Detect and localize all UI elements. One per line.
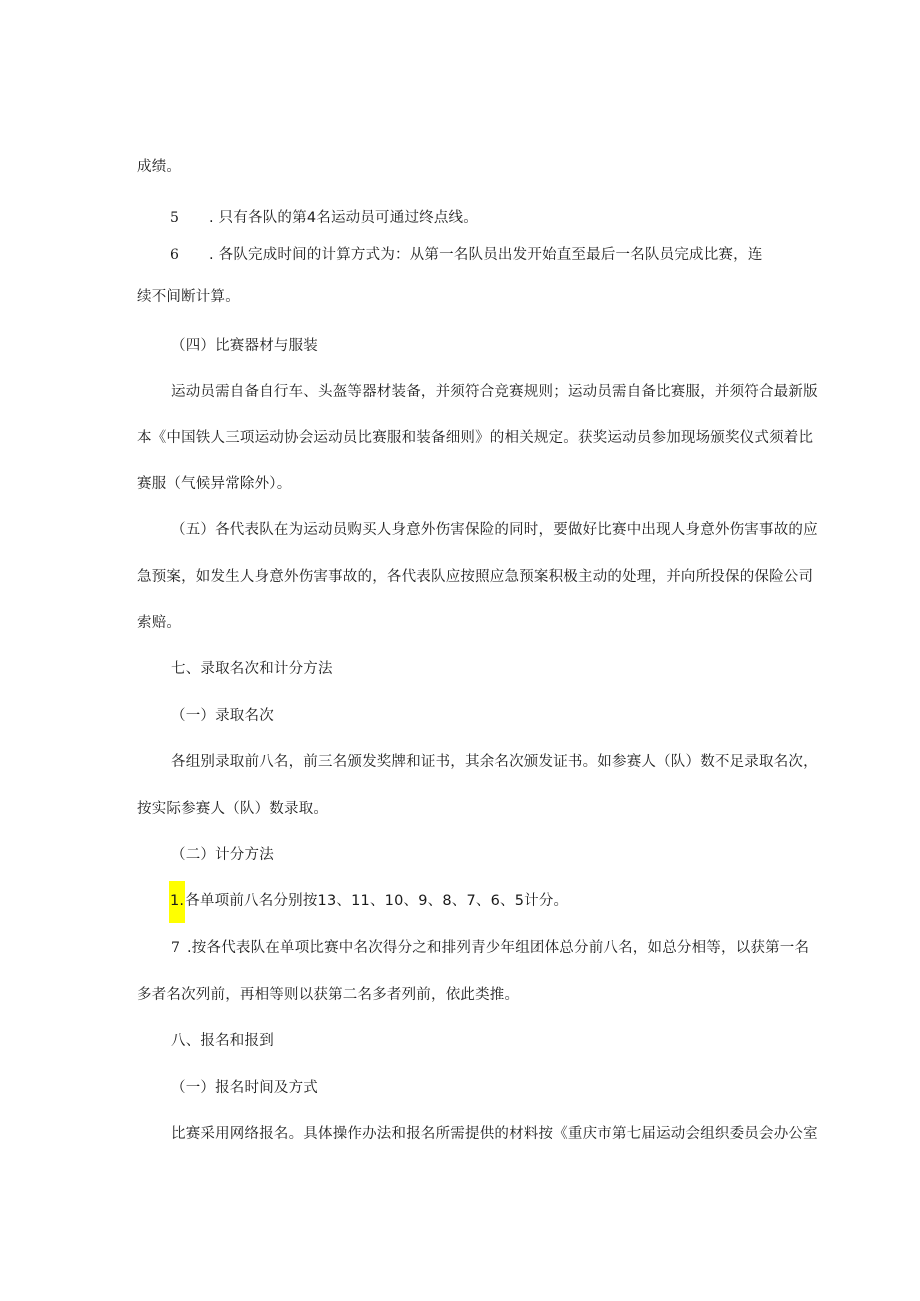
paragraph-line: 本《中国铁人三项运动协会运动员比赛服和装备细则》的相关规定。获奖运动员参加现场颁奖仪式须着比 [137,430,814,446]
paragraph-line: 各组别录取前八名，前三名颁发奖牌和证书，其余名次颁发证书。如参赛人（队）数不足录取名次， [171,754,818,770]
list-item-text: . 各队完成时间的计算方式为：从第一名队员出发开始直至最后一名队员完成比赛，连 [209,247,763,263]
paragraph-line: 比赛采用网络报名。具体操作办法和报名所需提供的材料按《重庆市第七届运动会组织委员会办公室 [171,1126,818,1142]
paragraph-line: 运动员需自备自行车、头盔等器材装备，并须符合竞赛规则；运动员需自备比赛服，并须符合最新版 [171,384,818,400]
paragraph-line: 急预案，如发生人身意外伤害事故的，各代表队应按照应急预案积极主动的处理，并向所投保的保险公司 [137,569,814,585]
section-heading: （二）计分方法 [171,847,274,863]
list-number: 7 [171,940,180,956]
paragraph-line: 赛服（气候异常除外）。 [137,476,292,492]
section-heading: （一）录取名次 [171,708,274,724]
paragraph-line: 续不间断计算。 [137,289,240,305]
paragraph-line: 多者名次列前，再相等则以获第二名多者列前，依此类推。 [137,987,520,1003]
paragraph-line: 索赔。 [137,615,182,631]
list-item-highlighted [169,891,568,911]
list-item-text: . 只有各队的第4名运动员可通过终点线。 [209,210,478,226]
list-item-text: 各单项前八名分别按13、11、10、9、8、7、6、5计分。 [185,893,569,909]
section-heading: （四）比赛器材与服装 [171,338,318,354]
highlighted-number: 1. [169,881,185,923]
section-heading: （一）报名时间及方式 [171,1080,318,1096]
paragraph-line: 按实际参赛人（队）数录取。 [137,801,329,817]
paragraph-line: （五）各代表队在为运动员购买人身意外伤害保险的同时，要做好比赛中出现人身意外伤害事故的应 [171,522,818,538]
paragraph-line: 成绩。 [137,159,182,175]
chapter-heading: 七、录取名次和计分方法 [171,661,333,677]
list-number: 5 [170,210,179,226]
chapter-heading: 八、报名和报到 [171,1033,274,1049]
list-number: 6 [170,247,179,263]
list-item-text: .按各代表队在单项比赛中名次得分之和排列青少年组团体总分前八名，如总分相等，以获第一名 [187,940,810,956]
